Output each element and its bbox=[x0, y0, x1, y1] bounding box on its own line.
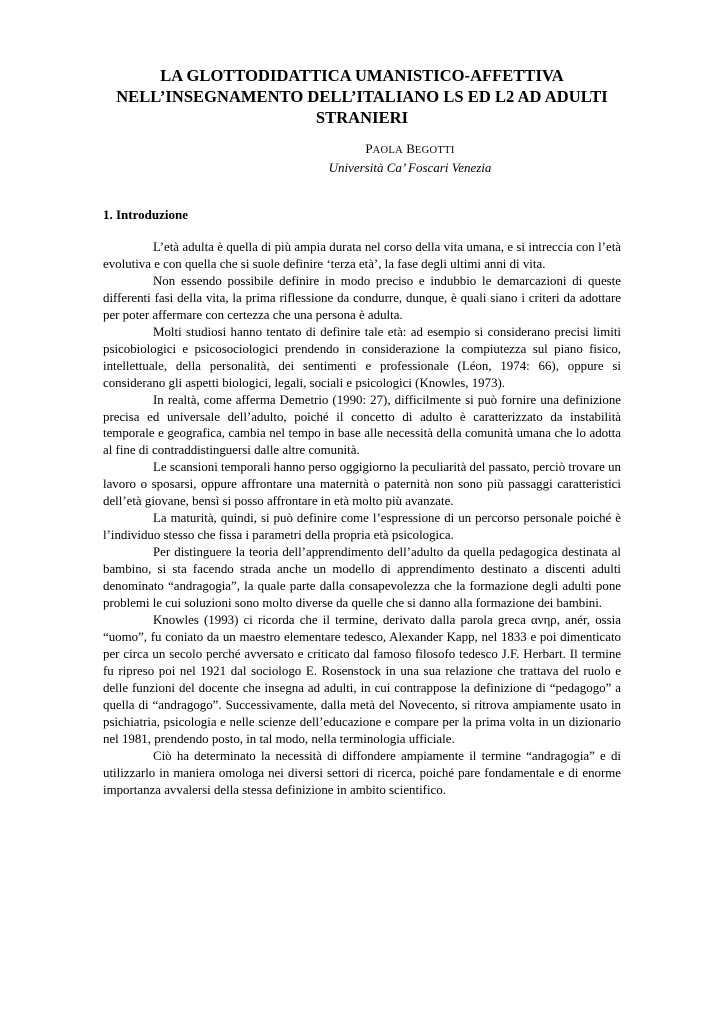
document-page bbox=[103, 0, 621, 798]
author-last-rest: EGOTTI bbox=[414, 145, 455, 156]
author-last-initial: B bbox=[406, 141, 415, 156]
paragraph: Knowles (1993) ci ricorda che il termine, derivato dalla parola greca ανηρ, anér, ossia “uomo”, fu coniato da un maestro elementare tedesco, Alexander Kapp, nel 1833 e poi dimenticato per circa un secolo perché avversato e criticato dal famoso filosofo tedesco J.F. Herbart. Il termine fu ripreso poi nel 1921 dal sociologo E. Rosenstock in una sua relazione che trattava del ruolo e delle funzioni del docente che insegna ad adulti, in cui contrappose la definizione di “pedagogo” a quella di “andragogo”. Successivamente, dalla metà del Novecento, si ritrova ampiamente usato in psichiatria, psicologia e nelle scienze dell’educazione e compare per la prima volta in un dizionario nel 1981, prendendo posto, in tal modo, nella terminologia ufficiale. bbox=[103, 612, 621, 746]
paragraph: Per distinguere la teoria dell’apprendimento dell’adulto da quella pedagogica destinata al bambino, si sta facendo strada anche un modello di apprendimento destinato a discenti adulti denominato “andragogia”, la quale parte dalla consapevolezza che la formazione degli adulti pone problemi le cui soluzioni sono molto diverse da quelle che si danno alla formazione dei bambini. bbox=[103, 545, 621, 611]
author-first-rest: AOLA bbox=[372, 145, 403, 156]
paper-title bbox=[93, 65, 631, 128]
paragraph: Le scansioni temporali hanno perso oggigiorno la peculiarità del passato, perciò trovare un lavoro o sposarsi, oppure affrontare una maternità o paternità non sono più passaggi caratteristici dell’età giovane, bensì si posso affrontare in età molto più avanzate. bbox=[103, 460, 621, 509]
title-line-3: STRANIERI bbox=[315, 108, 409, 127]
paragraph: L’età adulta è quella di più ampia durata nel corso della vita umana, e si intreccia con l’età evolutiva e con quella che si suole definire ‘terza età’, la fase degli ultimi anni di vita. bbox=[103, 240, 621, 271]
paragraph: Non essendo possibile definire in modo preciso e indubbio le demarcazioni di queste differenti fasi della vita, la prima riflessione da condurre, dunque, è quali siano i criteri da adottare per poter affermare con certezza che una persona è adulta. bbox=[103, 273, 621, 322]
paragraph: Ciò ha determinato la necessità di diffondere ampiamente il termine “andragogia” e di utilizzarlo in maniera omologa nei diversi settori di ricerca, poiché pare fondamentale e di enorme importanza avvalersi della stessa definizione in ambito scientifico. bbox=[103, 748, 621, 797]
paragraph: La maturità, quindi, si può definire come l’espressione di un percorso personale poiché è l’individuo stesso che fissa i parametri della propria età psicologica. bbox=[103, 511, 621, 543]
title-line-2: NELL’INSEGNAMENTO DELL’ITALIANO LS ED L2 AD ADULTI bbox=[116, 87, 608, 106]
paragraph: In realtà, come afferma Demetrio (1990: 27), difficilmente si può fornire una definizione precisa ed universale dell’adulto, poiché il concetto di adulto è caratterizzato da instabilità temporale e geografica, cambia nel tempo in base alle necessità della comunità umana che lo adotta al fine di contraddistinguersi dalle altre comunità. bbox=[103, 392, 621, 458]
author-first-initial: P bbox=[365, 141, 373, 156]
body-text bbox=[103, 239, 621, 798]
section-heading: 1. Introduzione bbox=[103, 207, 188, 222]
author-name bbox=[103, 140, 621, 159]
paragraph: Molti studiosi hanno tentato di definire tale età: ad esempio si considerano precisi limiti psicobiologici e psicosociologici prendendo in considerazione la compiutezza sul piano fisico, intellettuale, della personalità, dei sentimenti e professionale (Léon, 1974: 66), oppure si considerano gli aspetti biologici, legali, sociali e psicologici (Knowles, 1973). bbox=[103, 324, 621, 390]
title-line-1: LA GLOTTODIDATTICA UMANISTICO-AFFETTIVA bbox=[160, 66, 564, 85]
author-affiliation: Università Ca’ Foscari Venezia bbox=[328, 160, 492, 175]
